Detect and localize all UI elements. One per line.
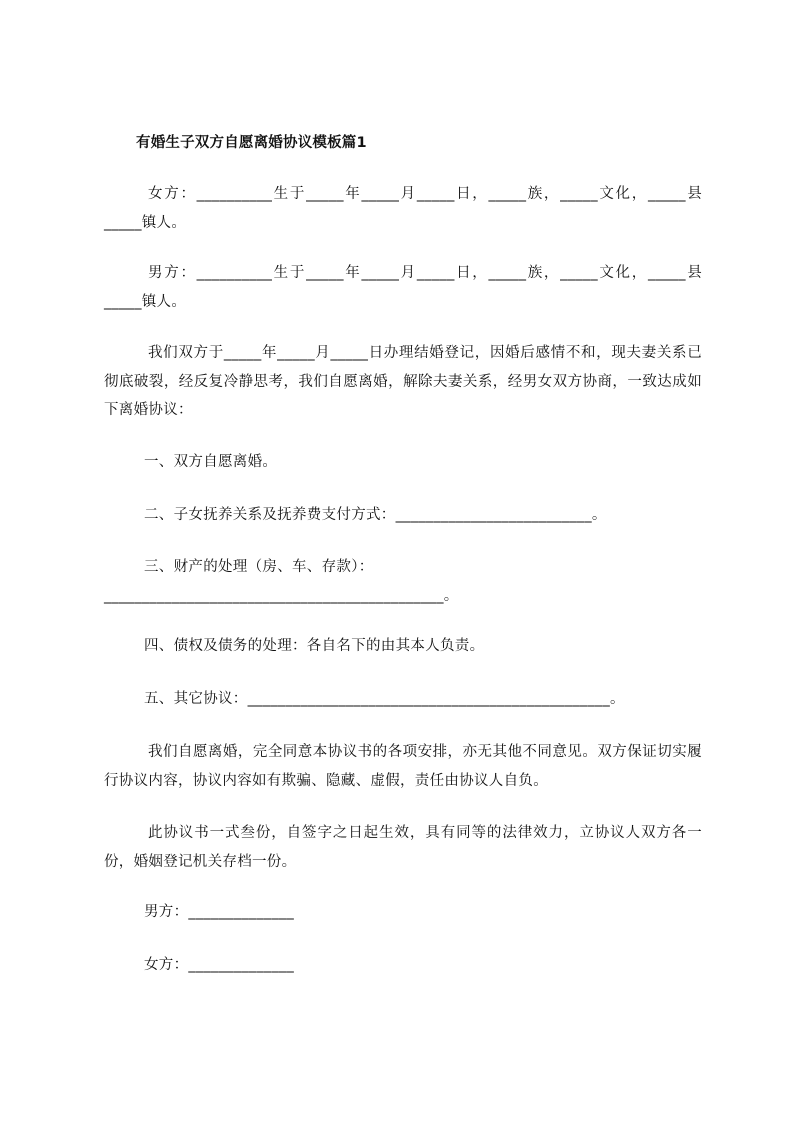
statement-paragraph: 我们自愿离婚，完全同意本协议书的各项安排，亦无其他不同意见。双方保证切实履行协议内容，协议内容如有欺骗、隐藏、虚假，责任由协议人自负。 bbox=[104, 744, 702, 789]
clause-4: 四、债权及债务的处理：各自名下的由其本人负责。 bbox=[144, 638, 485, 654]
intro-paragraph: 我们双方于_____年_____月_____日办理结婚登记，因婚后感情不和，现夫妻关系已彻底破裂，经反复冷静思考，我们自愿离婚，解除夫妻关系，经男女双方协商，一致达成如下离婚协议： bbox=[104, 345, 702, 418]
female-signature-line: 女方：______________ bbox=[144, 957, 295, 973]
clause-5: 五、其它协议：________________________________________________。 bbox=[144, 691, 625, 707]
clause-1: 一、双方自愿离婚。 bbox=[144, 454, 278, 470]
clause-3: 三、财产的处理（房、车、存款）：_____________________________________________。 bbox=[104, 559, 459, 604]
female-party-paragraph: 女方：__________生于_____年_____月_____日，_____族，_____文化，_____县_____镇人。 bbox=[104, 186, 702, 231]
male-party-paragraph: 男方：__________生于_____年_____月_____日，_____族，_____文化，_____县_____镇人。 bbox=[104, 265, 702, 310]
male-signature-line: 男方：______________ bbox=[144, 904, 295, 920]
document-title: 有婚生子双方自愿离婚协议模板篇1 bbox=[136, 135, 367, 151]
copies-paragraph: 此协议书一式叁份，自签字之日起生效，具有同等的法律效力，立协议人双方各一份，婚姻登记机关存档一份。 bbox=[104, 825, 702, 870]
clause-2: 二、子女抚养关系及抚养费支付方式：__________________________。 bbox=[144, 507, 607, 523]
